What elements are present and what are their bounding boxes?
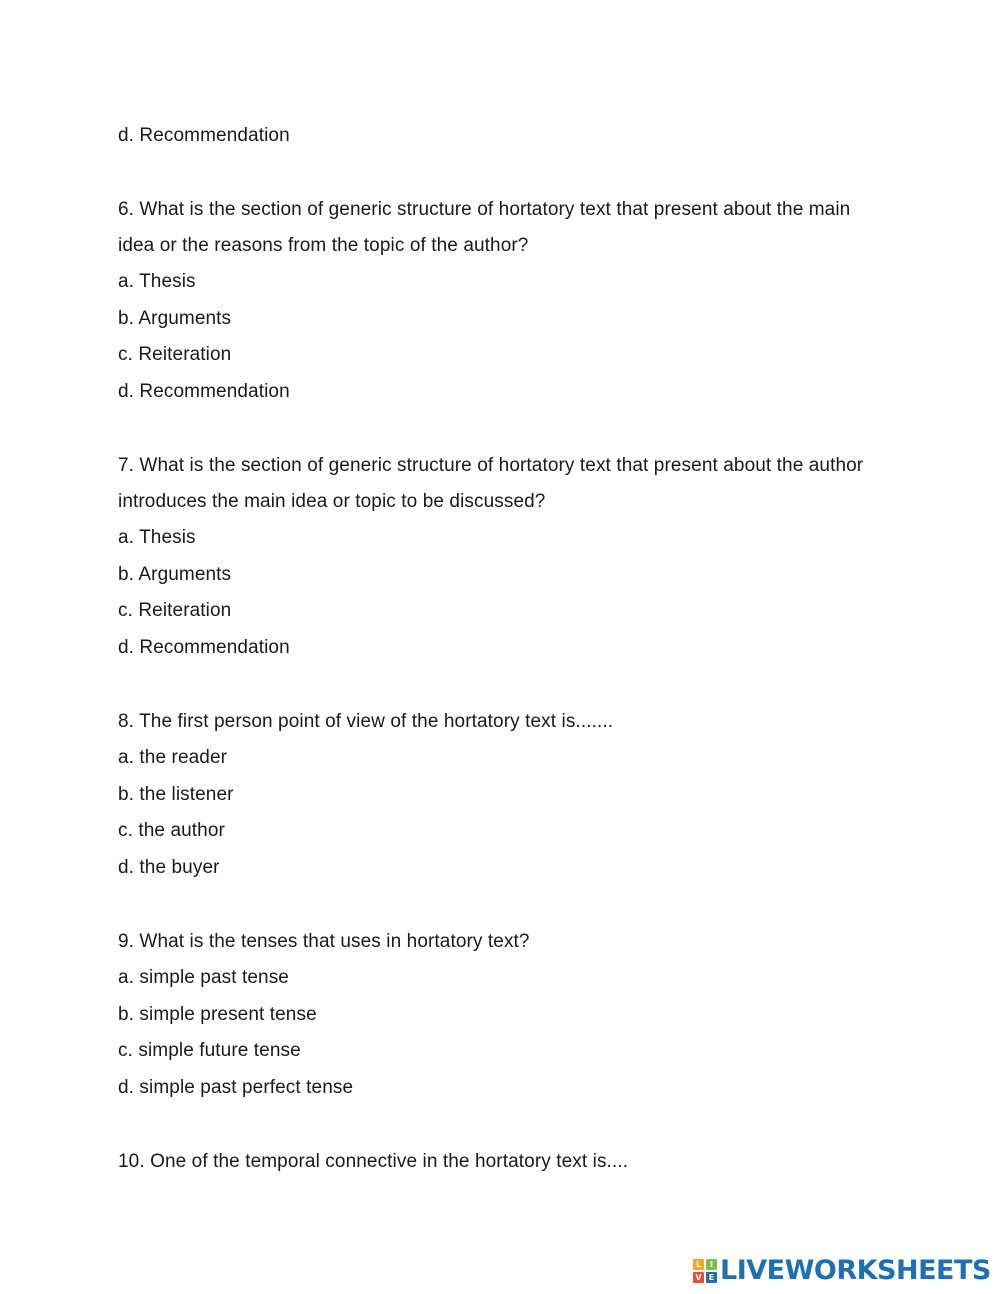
logo-tile: E	[706, 1272, 717, 1283]
q9-option-b: b. simple present tense	[118, 1004, 317, 1025]
q6-option-a: a. Thesis	[118, 271, 196, 292]
q8-option-c: c. the author	[118, 820, 225, 841]
q7-option-d: d. Recommendation	[118, 637, 290, 658]
q9-question: 9. What is the tenses that uses in hortatory text?	[118, 931, 530, 952]
q8-option-a: a. the reader	[118, 747, 228, 768]
liveworksheets-logo-text: LIVEWORKSHEETS	[720, 1255, 991, 1286]
q7-option-c: c. Reiteration	[118, 600, 232, 621]
q7-option-a: a. Thesis	[118, 527, 196, 548]
q8-option-d: d. the buyer	[118, 857, 220, 878]
q8-option-b: b. the listener	[118, 784, 234, 805]
liveworksheets-logo	[693, 1254, 991, 1288]
q10-question: 10. One of the temporal connective in the hortatory text is....	[118, 1151, 629, 1172]
q6-question-line-1: 6. What is the section of generic structure of hortatory text that present about the main	[118, 199, 851, 220]
logo-tile: I	[706, 1259, 717, 1270]
q6-question-line-2: idea or the reasons from the topic of the author?	[118, 235, 529, 256]
q8-question: 8. The first person point of view of the hortatory text is.......	[118, 711, 614, 732]
liveworksheets-logo-icon	[693, 1259, 717, 1283]
q7-question-line-2: introduces the main idea or topic to be discussed?	[118, 491, 546, 512]
q7-option-b: b. Arguments	[118, 564, 232, 585]
q9-option-c: c. simple future tense	[118, 1040, 301, 1061]
q6-option-b: b. Arguments	[118, 308, 232, 329]
q9-option-d: d. simple past perfect tense	[118, 1077, 354, 1098]
logo-tile: L	[693, 1259, 704, 1270]
q7-question-line-1: 7. What is the section of generic structure of hortatory text that present about the author	[118, 455, 864, 476]
q5-option-d: d. Recommendation	[118, 125, 290, 146]
q6-option-c: c. Reiteration	[118, 344, 232, 365]
logo-tile: V	[693, 1272, 704, 1283]
q6-option-d: d. Recommendation	[118, 381, 290, 402]
q9-option-a: a. simple past tense	[118, 967, 289, 988]
